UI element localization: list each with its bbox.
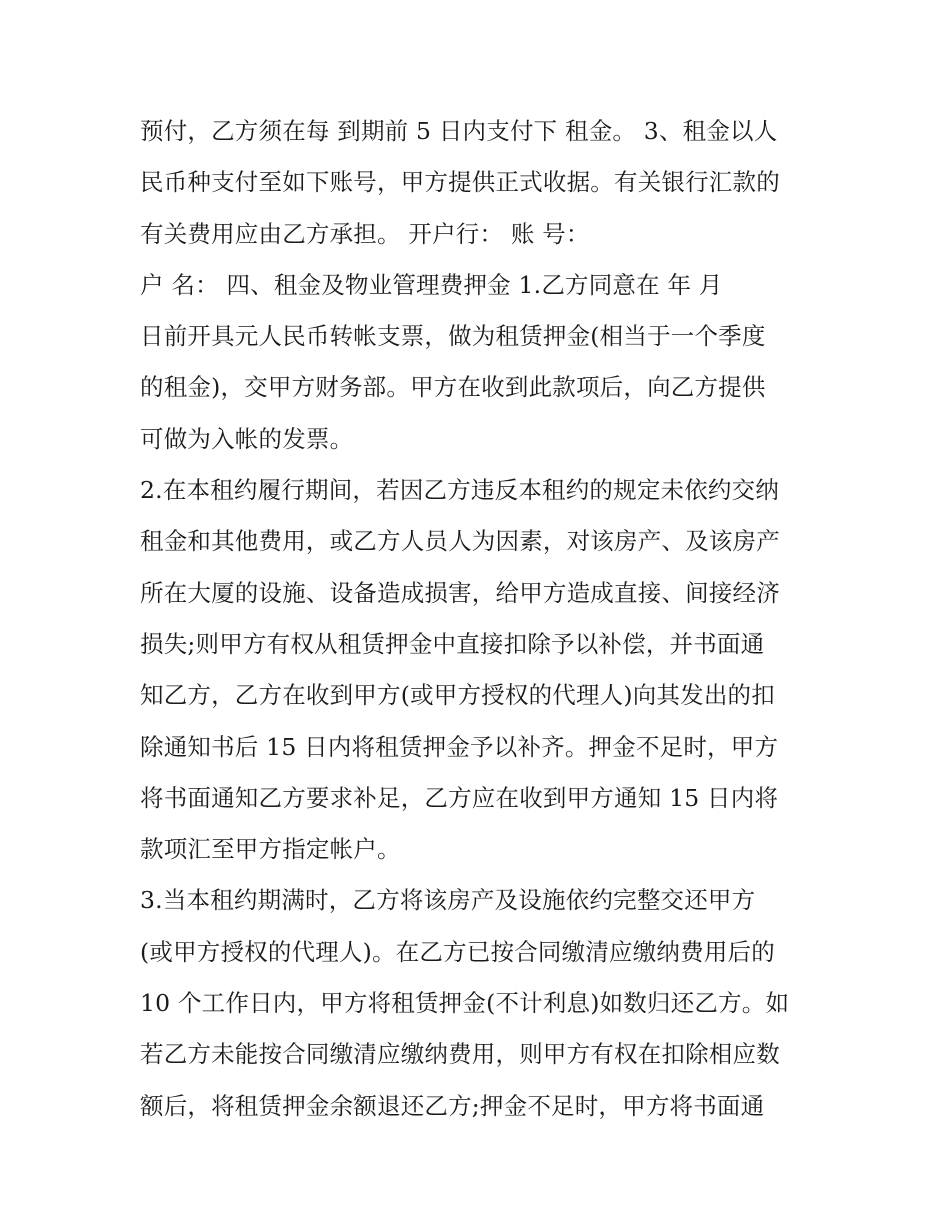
- text-line: 3.当本租约期满时，乙方将该房产及设施依约完整交还甲方: [140, 886, 756, 915]
- text-line: 租金和其他费用，或乙方人员人为因素，对该房产、及该房产: [140, 527, 780, 556]
- text-line: 额后，将租赁押金余额退还乙方;押金不足时，甲方将书面通: [140, 1091, 765, 1120]
- text-line: 的租金)，交甲方财务部。甲方在收到此款项后，向乙方提供: [140, 373, 766, 402]
- text-line: (或甲方授权的代理人)。在乙方已按合同缴清应缴纳费用后的: [140, 937, 775, 966]
- text-line: 所在大厦的设施、设备造成损害，给甲方造成直接、间接经济: [140, 578, 780, 607]
- text-line: 2.在本租约履行期间，若因乙方违反本租约的规定未依约交纳: [140, 476, 780, 505]
- text-line: 10 个工作日内，甲方将租赁押金(不计利息)如数归还乙方。如: [140, 989, 790, 1018]
- text-line: 可做为入帐的发票。: [140, 424, 354, 453]
- text-line: 日前开具元人民币转帐支票，做为租赁押金(相当于一个季度: [140, 322, 766, 351]
- contract-text-body: [140, 106, 830, 1132]
- text-line: 有关费用应由乙方承担。 开户行： 账 号：: [140, 219, 590, 248]
- text-line: 除通知书后 15 日内将租赁押金予以补齐。押金不足时，甲方: [140, 732, 779, 761]
- text-line: 若乙方未能按合同缴清应缴纳费用，则甲方有权在扣除相应数: [140, 1040, 780, 1069]
- text-line: 将书面通知乙方要求补足，乙方应在收到甲方通知 15 日内将: [140, 783, 779, 812]
- text-line: 损失;则甲方有权从租赁押金中直接扣除予以补偿，并书面通: [140, 629, 765, 658]
- text-line: 预付，乙方须在每 到期前 5 日内支付下 租金。 3、租金以人: [140, 117, 778, 145]
- text-line: 款项汇至甲方指定帐户。: [140, 835, 401, 864]
- text-line: 户 名： 四、租金及物业管理费押金 1.乙方同意在 年 月: [140, 270, 723, 299]
- text-line: 知乙方，乙方在收到甲方(或甲方授权的代理人)向其发出的扣: [140, 681, 775, 710]
- text-line: 民币种支付至如下账号，甲方提供正式收据。有关银行汇款的: [140, 168, 780, 197]
